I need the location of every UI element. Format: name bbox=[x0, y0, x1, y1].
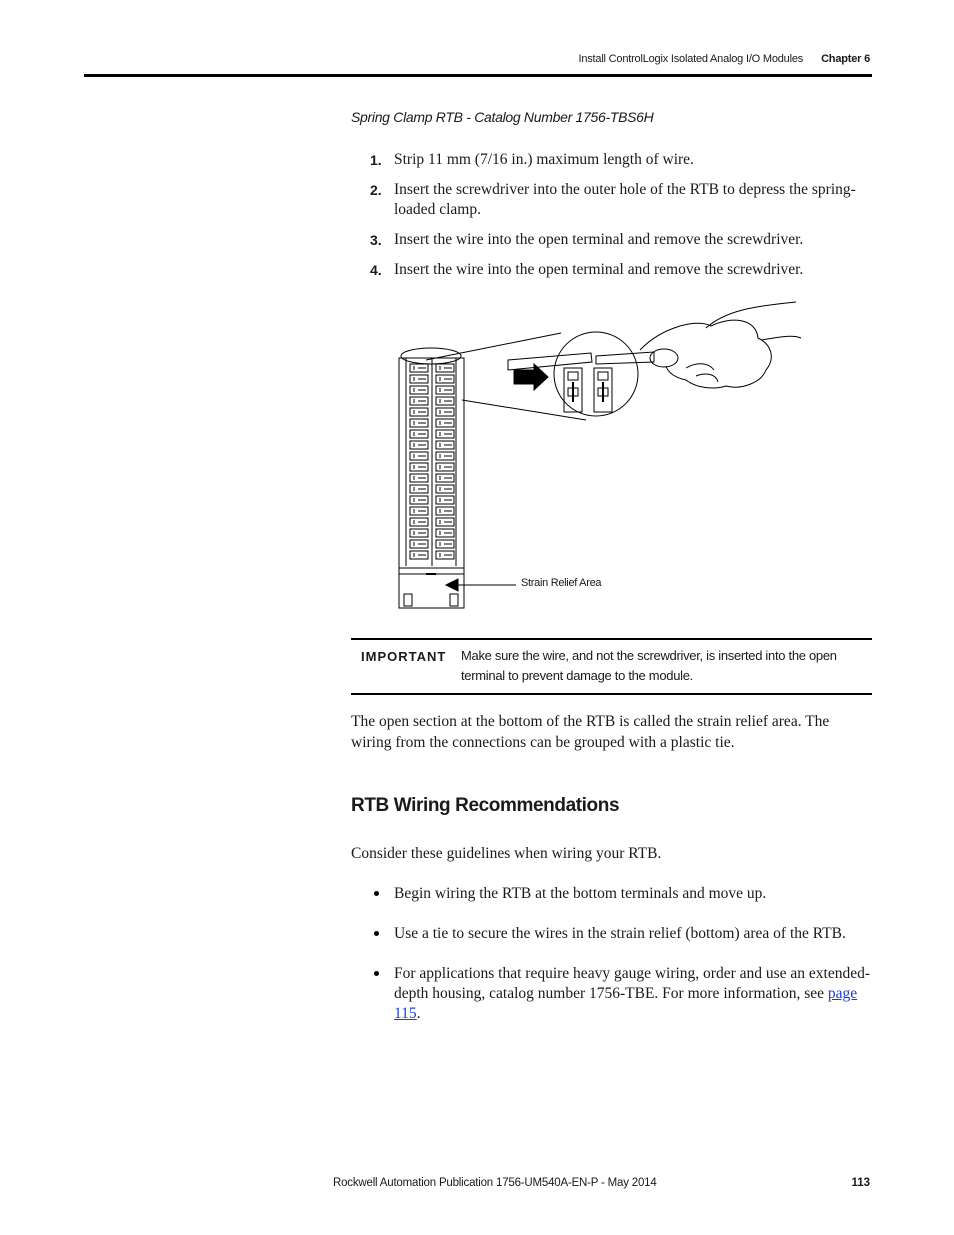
bullet-icon bbox=[370, 884, 394, 904]
header-rule bbox=[84, 74, 872, 77]
zoom-line-bottom bbox=[462, 400, 586, 420]
guideline-list bbox=[370, 884, 872, 1044]
step-number: 2. bbox=[370, 182, 382, 198]
list-item bbox=[370, 924, 872, 944]
footer-publication: Rockwell Automation Publication 1756-UM540A-EN-P - May 2014 bbox=[333, 1177, 657, 1189]
step-text: Insert the wire into the open terminal and remove the screwdriver. bbox=[394, 231, 804, 248]
strain-relief-arrowhead bbox=[446, 579, 458, 591]
wire bbox=[508, 353, 592, 370]
bullet-text: Begin wiring the RTB at the bottom terminals and move up. bbox=[394, 885, 767, 902]
step-item bbox=[370, 260, 872, 280]
step-list bbox=[370, 150, 872, 290]
zoom-circle bbox=[554, 332, 638, 416]
list-item bbox=[370, 884, 872, 904]
section-heading: RTB Wiring Recommendations bbox=[351, 795, 620, 816]
zoom-line-top bbox=[426, 333, 561, 360]
bullet-text-before: For applications that require heavy gauge wiring, order and use an extended-depth housing, catalog number 1756-TBE. For more information, see bbox=[394, 965, 871, 1002]
running-header bbox=[578, 53, 870, 65]
strain-relief-label: Strain Relief Area bbox=[521, 577, 602, 589]
figure-title: Spring Clamp RTB - Catalog Number 1756-TBS6H bbox=[351, 109, 654, 125]
step-text: Insert the screwdriver into the outer hole of the RTB to depress the spring-loaded clamp. bbox=[394, 181, 856, 218]
bullet-text bbox=[394, 964, 872, 1024]
important-note bbox=[351, 638, 872, 695]
screwdriver-shaft bbox=[596, 352, 654, 364]
hand-outline bbox=[640, 320, 771, 388]
step-item bbox=[370, 150, 872, 170]
bullet-text: Use a tie to secure the wires in the strain relief (bottom) area of the RTB. bbox=[394, 925, 846, 942]
strain-relief-paragraph: The open section at the bottom of the RTB is called the strain relief area. The wiring from the connections can be grouped with a plastic tie. bbox=[351, 713, 830, 751]
step-text: Insert the wire into the open terminal and remove the screwdriver. bbox=[394, 261, 804, 278]
spring-clamp-rtb-diagram bbox=[396, 298, 806, 612]
list-item bbox=[370, 964, 872, 1024]
page-115-link[interactable]: page 115 bbox=[394, 985, 858, 1022]
step-item bbox=[370, 230, 872, 250]
important-text: Make sure the wire, and not the screwdriver, is inserted into the open terminal to prevent damage to the module. bbox=[461, 648, 837, 683]
step-text: Strip 11 mm (7/16 in.) maximum length of wire. bbox=[394, 151, 694, 168]
step-number: 1. bbox=[370, 152, 382, 168]
important-label: IMPORTANT bbox=[361, 649, 447, 664]
header-title: Install ControlLogix Isolated Analog I/O Modules bbox=[578, 53, 804, 65]
bullet-icon bbox=[370, 924, 394, 944]
bullet-text-after: . bbox=[416, 1005, 421, 1022]
step-item bbox=[370, 180, 872, 220]
header-chapter: Chapter 6 bbox=[821, 53, 870, 65]
page-number: 113 bbox=[851, 1177, 870, 1189]
step-number: 3. bbox=[370, 232, 382, 248]
step-number: 4. bbox=[370, 262, 382, 278]
zoom-terminals bbox=[564, 368, 612, 412]
bullet-icon bbox=[370, 964, 394, 1024]
section-intro: Consider these guidelines when wiring your RTB. bbox=[351, 845, 662, 862]
